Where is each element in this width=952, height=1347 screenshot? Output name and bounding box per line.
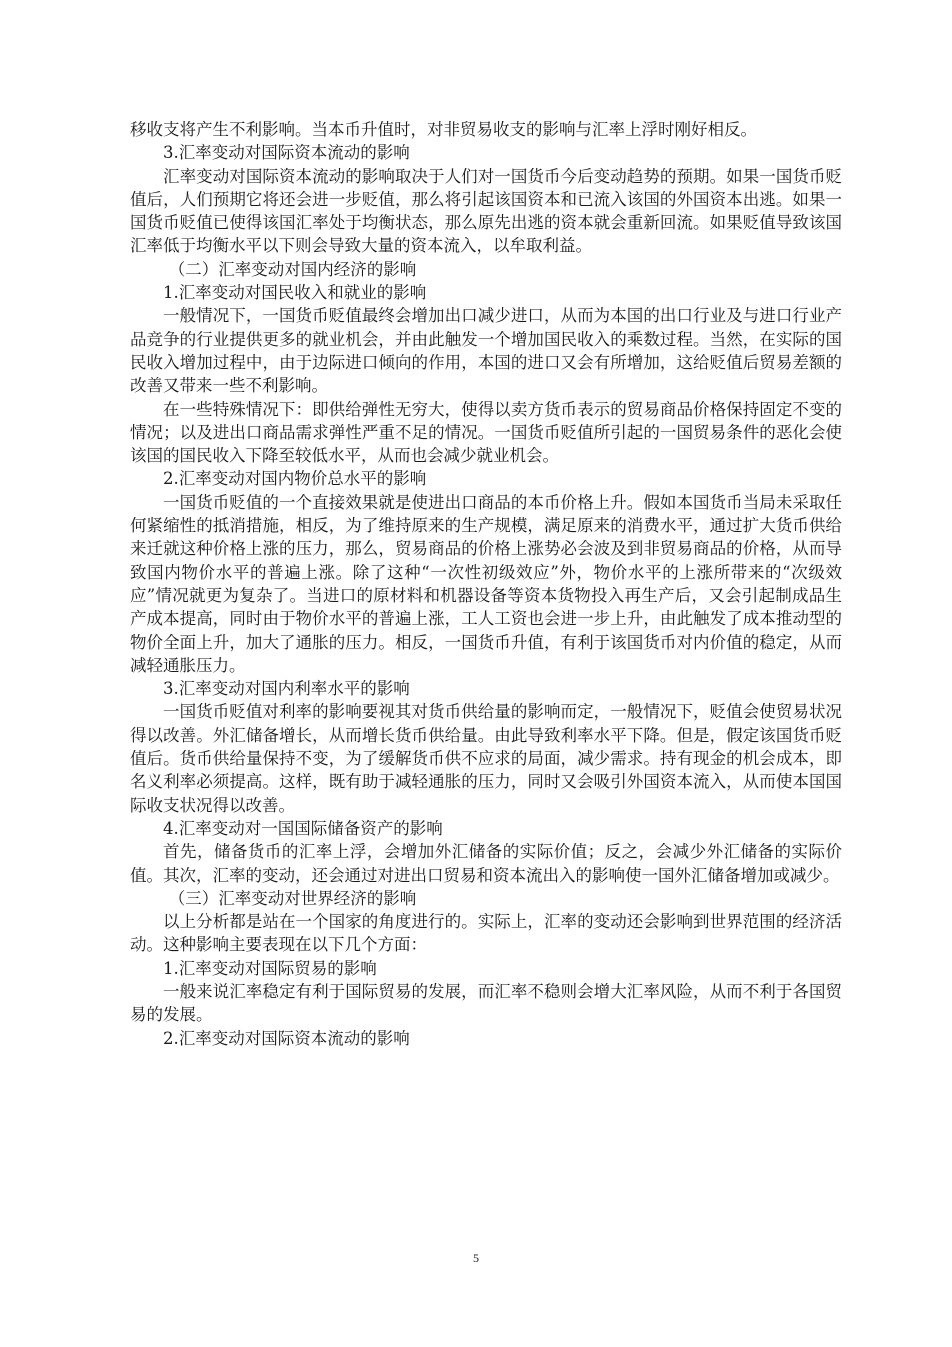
paragraph: 移收支将产生不利影响。当本币升值时，对非贸易收支的影响与汇率上浮时刚好相反。 xyxy=(130,120,757,139)
section-heading: 1.汇率变动对国民收入和就业的影响 xyxy=(163,283,427,303)
document-body xyxy=(130,118,842,1050)
paragraph: 一国货币贬值的一个直接效果就是使进出口商品的本币价格上升。假如本国货币当局未采取任何紧缩性的抵消措施，相反，为了维持原来的生产规模，满足原来的消费水平，通过扩大货币供给来迁就这种价格上涨的压力，那么，贸易商品的价格上涨势必会波及到非贸易商品的价格，从而导致国内物价水平的普遍上涨。除了这种“一次性初级效应”外，物价水平的上涨所带来的“次级效应”情况就更为复杂了。当进口的原材料和机器设备等资本货物投入再生产后，又会引起制成品生产成本提高，同时由于物价水平的普遍上涨，工人工资也会进一步上升，由此触发了成本推动型的物价全面上升，加大了通胀的压力。相反，一国货币升值，有利于该国货币对内价值的稳定，从而减轻通胀压力。 xyxy=(130,492,842,675)
section-heading: 3.汇率变动对国内利率水平的影响 xyxy=(163,679,410,699)
chapter-heading: （三）汇率变动对世界经济的影响 xyxy=(168,888,417,908)
paragraph: 一般情况下，一国货币贬值最终会增加出口减少进口，从而为本国的出口行业及与进口行业产品竞争的行业提供更多的就业机会，并由此触发一个增加国民收入的乘数过程。当然，在实际的国民收入增加过程中，由于边际进口倾向的作用，本国的进口又会有所增加，这给贬值后贸易差额的改善又带来一些不利影响。 xyxy=(130,306,842,396)
paragraph: 汇率变动对国际资本流动的影响取决于人们对一国货币今后变动趋势的预期。如果一国货币贬值后，人们预期它将还会进一步贬值，那么将引起该国资本和已流入该国的外国资本出逃。如果一国货币贬值已使得该国汇率处于均衡状态，那么原先出逃的资本就会重新回流。如果贬值导致该国汇率低于均衡水平以下则会导致大量的资本流入，以牟取利益。 xyxy=(130,166,842,256)
section-heading: 2.汇率变动对国际资本流动的影响 xyxy=(163,1028,410,1048)
page-number: 5 xyxy=(473,1251,479,1265)
paragraph: 一国货币贬值对利率的影响要视其对货币供给量的影响而定，一般情况下，贬值会使贸易状况得以改善。外汇储备增长，从而增长货币供给量。由此导致利率水平下降。但是，假定该国货币贬值后。货币供给量保持不变，为了缓解货币供不应求的局面，减少需求。持有现金的机会成本，即名义利率必须提高。这样，既有助于减轻通胀的压力，同时又会吸引外国资本流入，从而使本国国际收支状况得以改善。 xyxy=(130,702,842,815)
chapter-heading: （二）汇率变动对国内经济的影响 xyxy=(168,259,417,279)
paragraph: 首先，储备货币的汇率上浮，会增加外汇储备的实际价值；反之，会减少外汇储备的实际价值。其次，汇率的变动，还会通过对进出口贸易和资本流出入的影响使一国外汇储备增加或减少。 xyxy=(130,842,842,885)
section-heading: 1.汇率变动对国际贸易的影响 xyxy=(163,958,377,978)
section-heading: 3.汇率变动对国际资本流动的影响 xyxy=(163,143,410,163)
paragraph: 一般来说汇率稳定有利于国际贸易的发展，而汇率不稳则会增大汇率风险，从而不利于各国贸易的发展。 xyxy=(130,981,842,1025)
section-heading: 2.汇率变动对国内物价总水平的影响 xyxy=(163,469,427,489)
section-heading: 4.汇率变动对一国国际储备资产的影响 xyxy=(163,818,443,838)
paragraph: 在一些特殊情况下：即供给弹性无穷大，使得以卖方货币表示的贸易商品价格保持固定不变的情况；以及进出口商品需求弹性严重不足的情况。一国货币贬值所引起的一国贸易条件的恶化会使该国的国民收入下降至较低水平，从而也会减少就业机会。 xyxy=(130,399,842,466)
paragraph: 以上分析都是站在一个国家的角度进行的。实际上，汇率的变动还会影响到世界范围的经济活动。这种影响主要表现在以下几个方面： xyxy=(130,912,842,955)
